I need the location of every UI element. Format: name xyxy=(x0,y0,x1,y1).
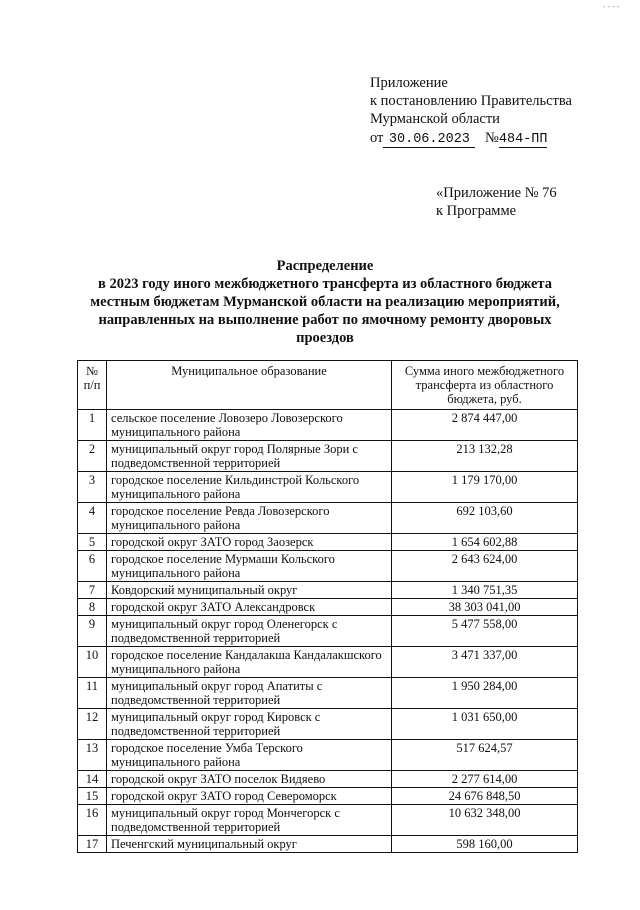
municipality-name-line-2: подведомственной территорией xyxy=(111,724,281,738)
row-number: 4 xyxy=(78,503,107,534)
transfer-sum: 2 277 614,00 xyxy=(392,771,578,788)
corner-mark: - - - - xyxy=(603,2,620,11)
decree-number: 484-ПП xyxy=(498,132,548,147)
table-row xyxy=(78,410,578,441)
row-number: 16 xyxy=(78,805,107,836)
table-row xyxy=(78,616,578,647)
table-row xyxy=(78,771,578,788)
row-number: 9 xyxy=(78,616,107,647)
municipality-name-line-2: муниципального района xyxy=(111,662,241,676)
municipality-cell xyxy=(107,551,392,582)
title-line-4: направленных на выполнение работ по ямочному ремонту дворовых xyxy=(98,312,552,328)
transfer-sum: 213 132,28 xyxy=(392,441,578,472)
municipality-name-line-1: городское поселение Кандалакша Кандалакшского xyxy=(111,648,382,662)
table-row xyxy=(78,441,578,472)
municipality-name-line-1: муниципальный округ город Полярные Зори с xyxy=(111,442,358,456)
date-prefix: от xyxy=(370,130,384,146)
row-number: 10 xyxy=(78,647,107,678)
table-header-row xyxy=(78,361,578,410)
row-number: 3 xyxy=(78,472,107,503)
municipality-cell xyxy=(107,678,392,709)
municipality-cell xyxy=(107,836,392,853)
header-name: Муниципальное образование xyxy=(107,361,392,410)
municipality-name-line-1: городской округ ЗАТО город Заозерск xyxy=(111,535,314,549)
program-appendix-line-1: «Приложение № 76 xyxy=(436,185,557,201)
table-row xyxy=(78,740,578,771)
municipality-name-line-1: городской округ ЗАТО город Североморск xyxy=(111,789,337,803)
transfer-sum: 692 103,60 xyxy=(392,503,578,534)
row-number: 6 xyxy=(78,551,107,582)
municipality-name-line-1: городской округ ЗАТО Александровск xyxy=(111,600,316,614)
municipality-name-line-1: муниципальный округ город Мончегорск с xyxy=(111,806,340,820)
row-number: 1 xyxy=(78,410,107,441)
title-line-2: в 2023 году иного межбюджетного трансферта из областного бюджета xyxy=(98,276,552,292)
table-row xyxy=(78,472,578,503)
decree-date: 30.06.2023 xyxy=(383,133,475,148)
transfer-sum: 24 676 848,50 xyxy=(392,788,578,805)
transfer-sum: 3 471 337,00 xyxy=(392,647,578,678)
municipality-name-line-1: Ковдорский муниципальный округ xyxy=(111,583,298,597)
municipality-cell xyxy=(107,472,392,503)
municipality-name-line-1: муниципальный округ город Апатиты с xyxy=(111,679,323,693)
table-row xyxy=(78,534,578,551)
municipality-name-line-2: подведомственной территорией xyxy=(111,693,281,707)
municipality-name-line-2: муниципального района xyxy=(111,755,241,769)
transfer-sum: 1 031 650,00 xyxy=(392,709,578,740)
header-num-line-1: № xyxy=(86,364,98,378)
decree-date-line xyxy=(370,129,572,148)
table-row xyxy=(78,709,578,740)
header-sum-line-1: Сумма иного межбюджетного xyxy=(404,364,565,378)
municipality-name-line-1: муниципальный округ город Оленегорск с xyxy=(111,617,338,631)
row-number: 8 xyxy=(78,599,107,616)
municipality-cell xyxy=(107,805,392,836)
row-number: 2 xyxy=(78,441,107,472)
header-sum xyxy=(392,361,578,410)
municipality-name-line-2: муниципального района xyxy=(111,518,241,532)
transfer-sum: 1 950 284,00 xyxy=(392,678,578,709)
header-sum-line-2: трансферта из областного xyxy=(415,378,554,392)
row-number: 7 xyxy=(78,582,107,599)
table-row xyxy=(78,678,578,709)
appendix-block xyxy=(370,74,572,148)
table-row xyxy=(78,582,578,599)
municipality-name-line-2: подведомственной территорией xyxy=(111,820,281,834)
municipality-cell xyxy=(107,740,392,771)
table-row xyxy=(78,551,578,582)
municipality-name-line-1: Печенгский муниципальный округ xyxy=(111,837,297,851)
appendix-line-2: к постановлению Правительства xyxy=(370,93,572,109)
program-appendix-block xyxy=(436,184,557,220)
transfer-sum: 5 477 558,00 xyxy=(392,616,578,647)
table-row xyxy=(78,647,578,678)
header-num-line-2: п/п xyxy=(83,378,101,392)
municipality-cell xyxy=(107,534,392,551)
table-row xyxy=(78,788,578,805)
municipality-name-line-1: городское поселение Кильдинстрой Кольского xyxy=(111,473,360,487)
distribution-table xyxy=(77,360,578,853)
municipality-cell xyxy=(107,788,392,805)
transfer-sum: 517 624,57 xyxy=(392,740,578,771)
municipality-cell xyxy=(107,441,392,472)
municipality-name-line-2: муниципального района xyxy=(111,487,241,501)
municipality-name-line-1: сельское поселение Ловозеро Ловозерского xyxy=(111,411,343,425)
appendix-line-1: Приложение xyxy=(370,75,448,91)
municipality-cell xyxy=(107,503,392,534)
row-number: 15 xyxy=(78,788,107,805)
header-sum-line-3: бюджета, руб. xyxy=(447,392,522,406)
number-prefix: № xyxy=(485,130,499,146)
transfer-sum: 2 874 447,00 xyxy=(392,410,578,441)
municipality-cell xyxy=(107,771,392,788)
municipality-name-line-1: городской округ ЗАТО поселок Видяево xyxy=(111,772,326,786)
transfer-sum: 1 340 751,35 xyxy=(392,582,578,599)
title-line-5: проездов xyxy=(296,330,354,346)
program-appendix-line-2: к Программе xyxy=(436,203,517,219)
transfer-sum: 598 160,00 xyxy=(392,836,578,853)
municipality-name-line-2: муниципального района xyxy=(111,425,241,439)
municipality-name-line-2: подведомственной территорией xyxy=(111,631,281,645)
appendix-line-3: Мурманской области xyxy=(370,111,500,127)
row-number: 17 xyxy=(78,836,107,853)
municipality-name-line-1: муниципальный округ город Кировск с xyxy=(111,710,321,724)
table-row xyxy=(78,599,578,616)
transfer-sum: 10 632 348,00 xyxy=(392,805,578,836)
row-number: 12 xyxy=(78,709,107,740)
transfer-sum: 1 654 602,88 xyxy=(392,534,578,551)
municipality-cell xyxy=(107,647,392,678)
municipality-cell xyxy=(107,599,392,616)
transfer-sum: 2 643 624,00 xyxy=(392,551,578,582)
municipality-name-line-1: городское поселение Умба Терского xyxy=(111,741,303,755)
municipality-name-line-2: подведомственной территорией xyxy=(111,456,281,470)
municipality-name-line-2: муниципального района xyxy=(111,566,241,580)
row-number: 13 xyxy=(78,740,107,771)
municipality-cell xyxy=(107,709,392,740)
municipality-cell xyxy=(107,582,392,599)
municipality-cell xyxy=(107,410,392,441)
table-row xyxy=(78,836,578,853)
municipality-cell xyxy=(107,616,392,647)
table-row xyxy=(78,805,578,836)
table-row xyxy=(78,503,578,534)
row-number: 14 xyxy=(78,771,107,788)
header-num xyxy=(78,361,107,410)
municipality-name-line-1: городское поселение Мурмаши Кольского xyxy=(111,552,335,566)
transfer-sum: 38 303 041,00 xyxy=(392,599,578,616)
title-line-1: Распределение xyxy=(276,258,374,274)
document-title xyxy=(60,257,590,347)
municipality-name-line-1: городское поселение Ревда Ловозерского xyxy=(111,504,330,518)
title-line-3: местным бюджетам Мурманской области на реализацию мероприятий, xyxy=(90,294,560,310)
row-number: 5 xyxy=(78,534,107,551)
row-number: 11 xyxy=(78,678,107,709)
transfer-sum: 1 179 170,00 xyxy=(392,472,578,503)
